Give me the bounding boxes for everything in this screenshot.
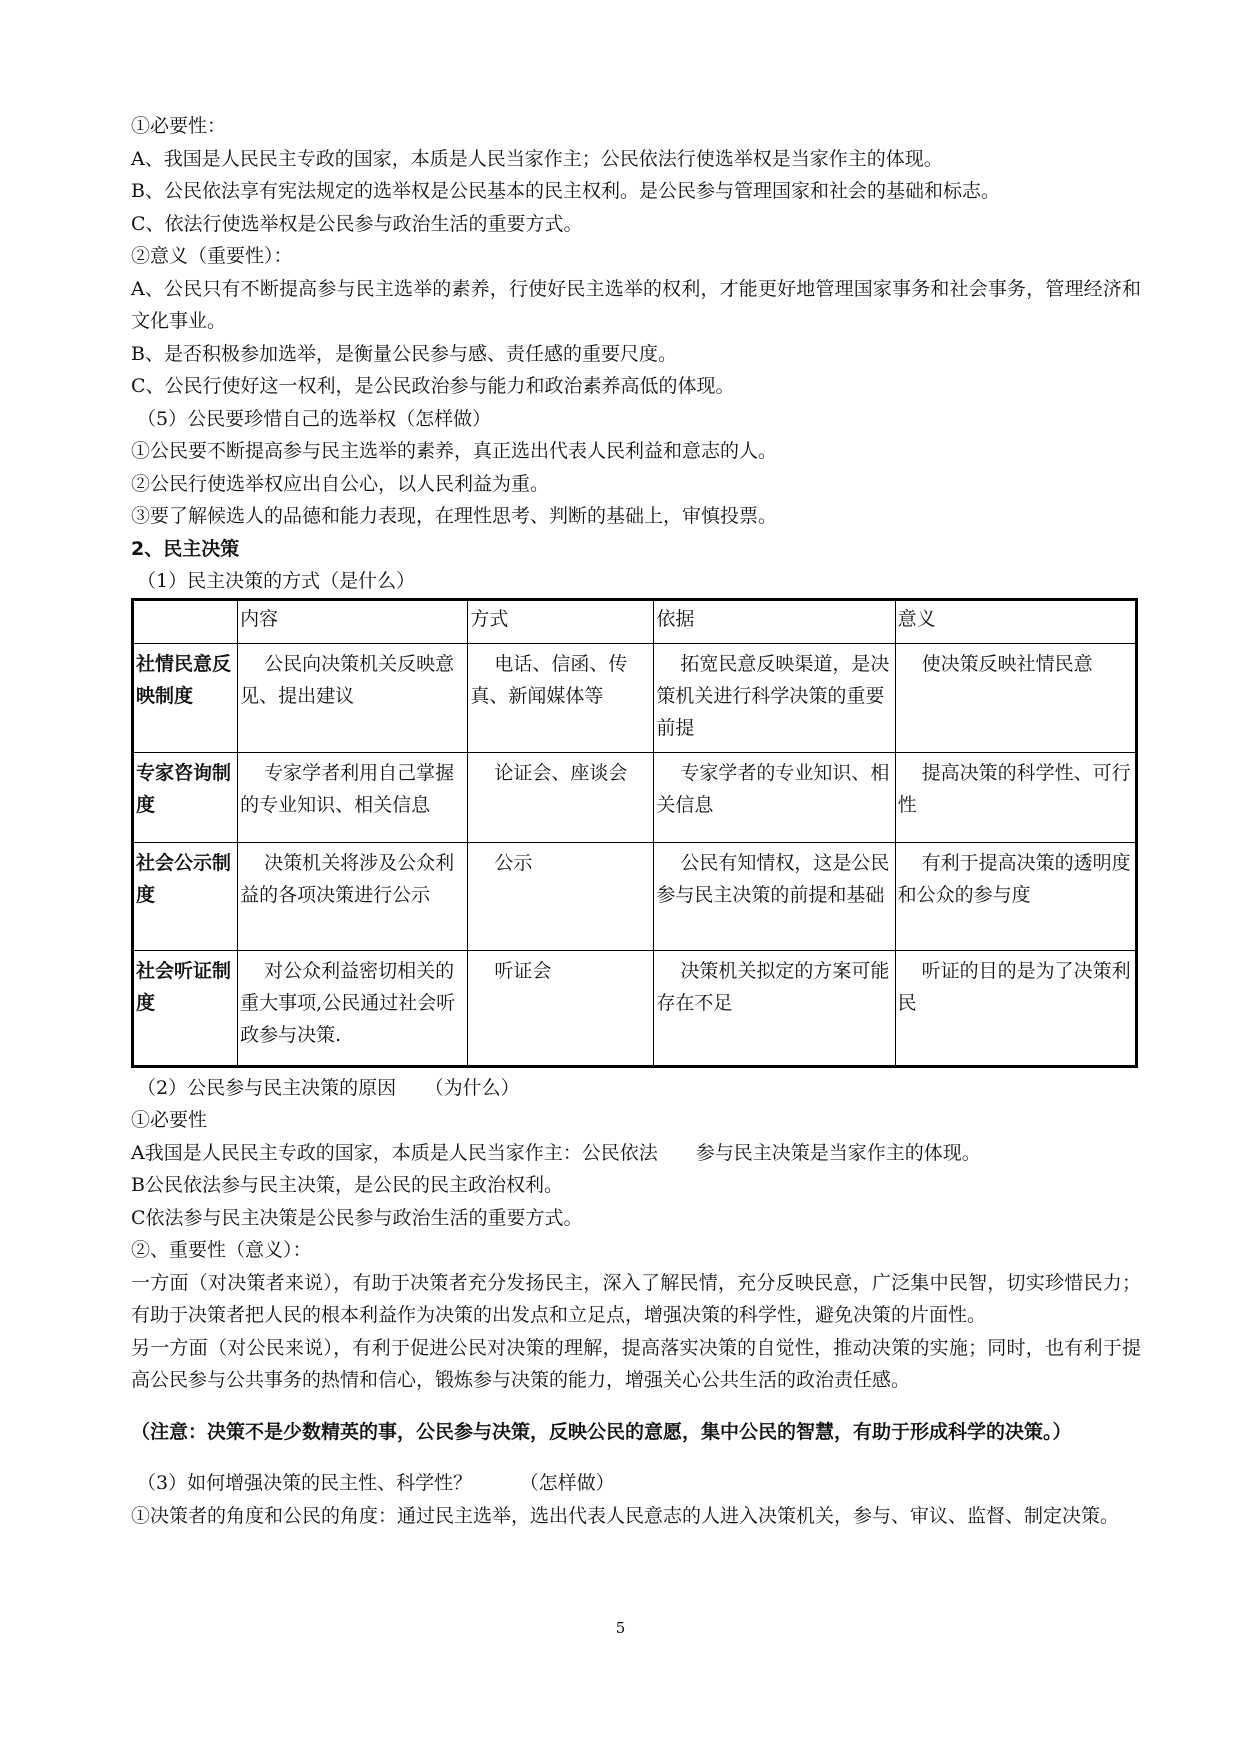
text-line: ①公民要不断提高参与民主选举的素养，真正选出代表人民利益和意志的人。 <box>131 440 778 462</box>
table-row <box>133 752 1137 842</box>
table-cell: 提高决策的科学性、可行性 <box>895 752 1136 842</box>
table-cell: 有利于提高决策的透明度和公众的参与度 <box>895 842 1136 950</box>
table-cell: 公示 <box>468 842 654 950</box>
text-paragraph: ①决策者的角度和公民的角度：通过民主选举，选出代表人民意志的人进入决策机关，参与、审议、监督、制定决策。 <box>131 1504 1120 1527</box>
table-cell: 专家学者利用自己掌握的专业知识、相关信息 <box>238 752 468 842</box>
table-cell: 专家学者的专业知识、相关信息 <box>654 752 895 842</box>
table-cell: 决策机关拟定的方案可能存在不足 <box>654 950 895 1066</box>
document-page <box>131 110 1141 1532</box>
table-row <box>133 842 1137 950</box>
text-line: A、我国是人民民主专政的国家，本质是人民当家作主；公民依法行使选举权是当家作主的体现。 <box>131 147 943 170</box>
subheading-3: （3）如何增强决策的民主性、科学性？ （怎样做） <box>137 1472 615 1494</box>
subheading-2: （2）公民参与民主决策的原因 （为什么） <box>137 1076 520 1099</box>
row-header: 社会听证制度 <box>133 950 238 1066</box>
table-cell: 论证会、座谈会 <box>468 752 654 842</box>
table-header-cell: 意义 <box>895 599 1136 643</box>
text-line: C依法参与民主决策是公民参与政治生活的重要方式。 <box>131 1206 583 1229</box>
table-cell: 听证的目的是为了决策利民 <box>895 950 1136 1066</box>
table-header-cell <box>133 599 238 643</box>
text-line: B、公民依法享有宪法规定的选举权是公民基本的民主权利。是公民参与管理国家和社会的基础和标志。 <box>131 180 1000 202</box>
decision-methods-table <box>131 598 1138 1068</box>
table-cell: 公民向决策机关反映意见、提出建议 <box>238 643 468 752</box>
subheading-1: （1）民主决策的方式（是什么） <box>137 570 416 592</box>
text-line: ②意义（重要性）： <box>131 245 293 267</box>
row-header: 专家咨询制度 <box>133 752 238 842</box>
table-header-cell: 内容 <box>238 599 468 643</box>
subheading-5: （5）公民要珍惜自己的选举权（怎样做） <box>137 407 492 430</box>
table-cell: 对公众利益密切相关的重大事项,公民通过社会听政参与决策. <box>238 950 468 1066</box>
table-cell: 拓宽民意反映渠道，是决策机关进行科学决策的重要前提 <box>654 643 895 752</box>
table-cell: 听证会 <box>468 950 654 1066</box>
text-line: ③要了解候选人的品德和能力表现，在理性思考、判断的基础上，审慎投票。 <box>131 505 778 527</box>
text-line: A、公民只有不断提高参与民主选举的素养，行使好民主选举的权利，才能更好地管理国家事务和社会事务，管理经济和文化事业。 <box>131 277 1141 332</box>
table-cell: 决策机关将涉及公众利益的各项决策进行公示 <box>238 842 468 950</box>
table-header-cell: 依据 <box>654 599 895 643</box>
row-header: 社会公示制度 <box>133 842 238 950</box>
text-line: ①必要性 <box>131 1109 208 1131</box>
page-number: 5 <box>615 1619 626 1637</box>
table-header-cell: 方式 <box>468 599 654 643</box>
table-cell: 电话、信函、传真、新闻媒体等 <box>468 643 654 752</box>
text-line: C、公民行使好这一权利，是公民政治参与能力和政治素养高低的体现。 <box>131 375 735 397</box>
text-line: ①必要性： <box>131 115 227 137</box>
text-paragraph: 另一方面（对公民来说），有利于促进公民对决策的理解，提高落实决策的自觉性，推动决策的实施；同时，也有利于提高公民参与公共事务的热情和信心，锻炼参与决策的能力，增强关心公共生活的政治责任感。 <box>131 1336 1141 1391</box>
table-row <box>133 950 1137 1066</box>
table-header-row <box>133 599 1137 643</box>
text-line: B公民依法参与民主决策，是公民的民主政治权利。 <box>131 1174 563 1196</box>
table-row <box>133 643 1137 752</box>
text-line: A我国是人民民主专政的国家，本质是人民当家作主：公民依法 参与民主决策是当家作主的体现。 <box>131 1141 981 1164</box>
note-paragraph: （注意：决策不是少数精英的事，公民参与决策，反映公民的意愿，集中公民的智慧，有助于形成科学的决策。） <box>131 1420 1072 1443</box>
text-line: ②、重要性（意义）： <box>131 1239 312 1261</box>
text-line: B、是否积极参加选举，是衡量公民参与感、责任感的重要尺度。 <box>131 342 677 365</box>
table-cell: 公民有知情权，这是公民参与民主决策的前提和基础 <box>654 842 895 950</box>
text-paragraph: 一方面（对决策者来说），有助于决策者充分发扬民主，深入了解民情，充分反映民意，广泛集中民智，切实珍惜民力；有助于决策者把人民的根本利益作为决策的出发点和立足点，增强决策的科学性，避免决策的片面性。 <box>131 1271 1141 1326</box>
section-heading: 2、民主决策 <box>131 537 240 560</box>
text-line: ②公民行使选举权应出自公心，以人民利益为重。 <box>131 472 550 495</box>
text-line: C、依法行使选举权是公民参与政治生活的重要方式。 <box>131 212 583 235</box>
row-header: 社情民意反映制度 <box>133 643 238 752</box>
table-cell: 使决策反映社情民意 <box>895 643 1136 752</box>
